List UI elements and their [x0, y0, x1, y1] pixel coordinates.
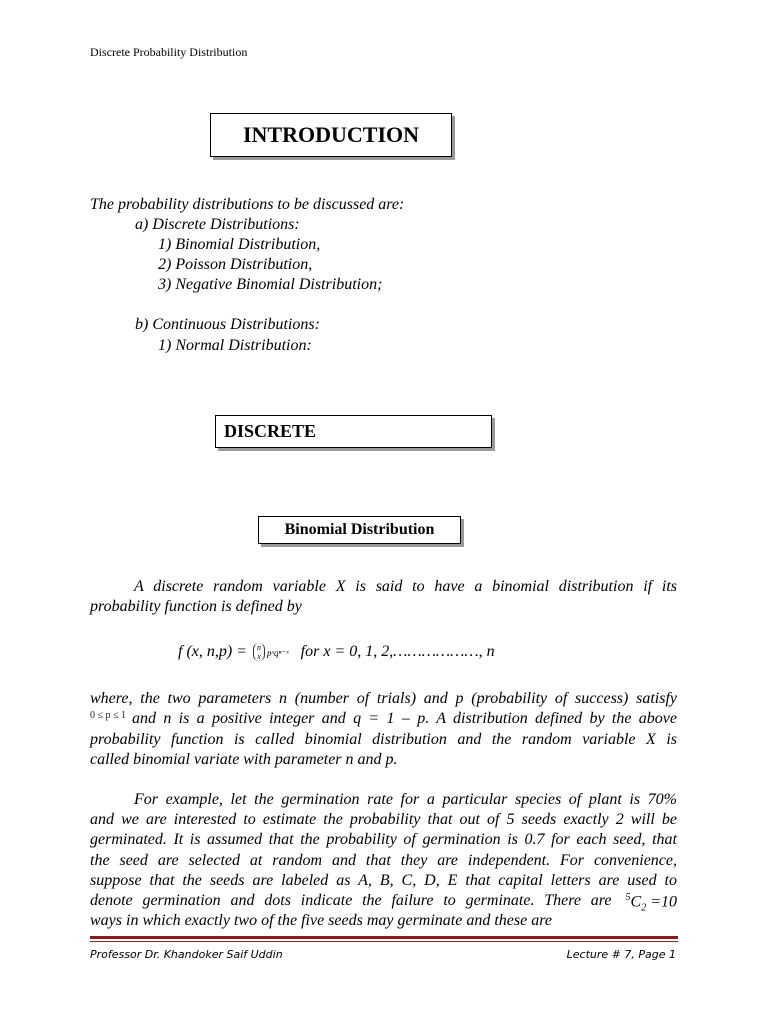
para1-line2: probability function is defined by: [90, 598, 302, 615]
binom-bottom: x: [257, 652, 261, 662]
para3-line2: and we are interested to estimate the probability that out of 5 seeds exactly 2 will be: [90, 811, 677, 828]
para3-line5: suppose that the seeds are labeled as A, B, C, D, E that capital letters are used to: [90, 872, 677, 889]
introduction-heading-box: INTRODUCTION: [210, 113, 452, 157]
list-a-label: a) Discrete Distributions:: [135, 216, 300, 233]
para2-line1: where, the two parameters n (number of trials) and p (probability of success) satisfy: [90, 690, 677, 707]
comb-c: C: [630, 893, 642, 911]
inequality-math: 0 ≤ p ≤ 1: [90, 710, 126, 721]
list-b-item-1: 1) Normal Distribution:: [158, 337, 312, 354]
para3-line6-text: denote germination and dots indicate the failure to germinate. There are: [90, 892, 612, 909]
binomial-formula: [178, 643, 495, 661]
comb-sup: 5: [625, 892, 631, 903]
list-a-item-1: 1) Binomial Distribution,: [158, 236, 321, 253]
para2-line4: called binomial variate with parameter n and p.: [90, 751, 398, 768]
footer-rule-thick: [90, 936, 678, 939]
intro-lead-text: The probability distributions to be discussed are:: [90, 196, 405, 213]
para2-line3: probability function is called binomial distribution and the random variable X is: [90, 731, 677, 748]
formula-power: pˣqⁿ⁻ˣ: [267, 648, 289, 658]
binomial-coefficient: [253, 643, 265, 661]
comb-sub: 2: [641, 902, 647, 914]
footer-author: Professor Dr. Khandoker Saif Uddin: [90, 948, 283, 961]
para3-line1: For example, let the germination rate for a particular species of plant is 70%: [134, 791, 677, 808]
page-header-title: Discrete Probability Distribution: [90, 45, 248, 59]
para2-line2: [90, 710, 677, 728]
binom-top: n: [257, 643, 261, 653]
formula-lhs: f (x, n,p) =: [178, 643, 247, 660]
formula-rhs: for x = 0, 1, 2,………………, n: [300, 643, 495, 660]
list-a-item-2: 2) Poisson Distribution,: [158, 256, 313, 273]
footer-rule-thin: [90, 941, 678, 942]
list-b-label: b) Continuous Distributions:: [135, 316, 320, 333]
binomial-heading-box: Binomial Distribution: [258, 516, 461, 544]
para3-line3: germinated. It is assumed that the probability of germination is 0.7 for each seed, that: [90, 831, 677, 848]
comb-end: =10: [650, 893, 677, 911]
para2-line2-text: and n is a positive integer and q = 1 – p. A distribution defined by the above: [131, 710, 677, 727]
footer-page-number: Lecture # 7, Page 1: [566, 948, 676, 961]
discrete-heading-box: DISCRETE: [215, 415, 492, 448]
para3-line4: the seed are selected at random and that they are independent. For convenience,: [90, 852, 677, 869]
para3-line7: ways in which exactly two of the five seeds may germinate and these are: [90, 912, 552, 929]
para1-line1: A discrete random variable X is said to have a binomial distribution if its: [134, 578, 677, 595]
list-a-item-3: 3) Negative Binomial Distribution;: [158, 276, 383, 293]
para3-line6: [90, 892, 677, 914]
combination-expression: [626, 892, 677, 914]
